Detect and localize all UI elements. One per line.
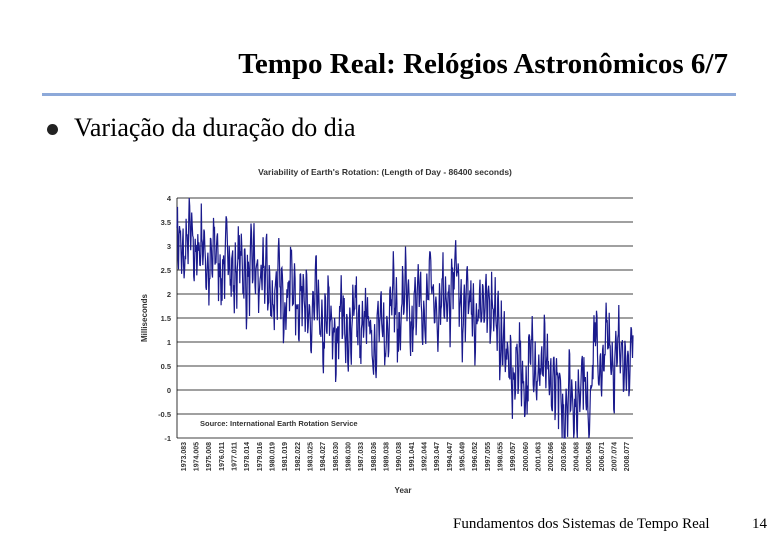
x-tick-label: 1988.036	[370, 442, 378, 472]
x-tick-label: 2002.066	[548, 442, 556, 472]
y-tick-label: 0.5	[160, 362, 171, 371]
y-tick-label: 0	[166, 386, 171, 395]
x-tick-label: 1992.044	[421, 442, 429, 472]
x-tick-label: 1974.005	[193, 442, 201, 472]
x-tick-label: 1983.025	[307, 442, 315, 472]
x-tick-label: 1978.014	[244, 442, 252, 472]
x-tick-label: 1981.019	[282, 442, 290, 472]
x-tick-label: 1976.011	[218, 442, 226, 471]
x-tick-label: 1998.055	[497, 442, 505, 472]
x-tick-label: 1982.022	[294, 442, 302, 472]
x-tick-label: 1977.011	[231, 442, 239, 471]
chart-gridlines	[177, 198, 633, 438]
y-tick-label: 1.5	[160, 314, 171, 323]
chart-x-ticks	[181, 442, 631, 471]
bullet-icon	[47, 124, 58, 135]
y-tick-label: 3	[166, 242, 171, 251]
y-tick-label: -0.5	[158, 410, 171, 419]
x-tick-label: 1975.008	[206, 442, 214, 472]
chart-y-ticks	[158, 194, 172, 443]
x-tick-label: 1980.019	[269, 442, 277, 472]
x-tick-label: 1990.038	[396, 442, 404, 472]
x-tick-label: 2001.063	[535, 442, 543, 472]
chart-source-annotation: Source: International Earth Rotation Service	[200, 419, 358, 428]
title-underline	[42, 93, 736, 96]
x-tick-label: 2007.074	[611, 442, 619, 472]
x-tick-label: 1979.016	[256, 442, 264, 472]
y-tick-label: 4	[166, 194, 171, 203]
x-tick-label: 1996.052	[472, 442, 480, 472]
y-tick-label: 2	[166, 290, 171, 299]
page-number: 14	[752, 516, 767, 532]
y-tick-label: 3.5	[160, 218, 171, 227]
x-tick-label: 1999.057	[510, 442, 518, 472]
x-tick-label: 1993.047	[434, 442, 442, 472]
y-tick-label: 2.5	[160, 266, 171, 275]
lod-chart	[130, 158, 640, 503]
x-tick-label: 1985.030	[332, 442, 340, 472]
x-tick-label: 2008.077	[624, 442, 632, 472]
x-tick-label: 1997.055	[484, 442, 492, 472]
chart-title: Variability of Earth's Rotation: (Length of Day - 86400 seconds)	[258, 167, 512, 177]
slide-title: Tempo Real: Relógios Astronômicos 6/7	[238, 48, 728, 80]
chart-x-axis-label: Year	[394, 486, 412, 495]
chart-y-axis-label: Milliseconds	[140, 293, 149, 343]
y-tick-label: 1	[166, 338, 171, 347]
x-tick-label: 1994.047	[446, 442, 454, 472]
x-tick-label: 2004.068	[573, 442, 581, 472]
x-tick-label: 1989.038	[383, 442, 391, 472]
x-tick-label: 2000.060	[522, 442, 530, 472]
x-tick-label: 1995.049	[459, 442, 467, 472]
x-tick-label: 1973.083	[180, 442, 188, 472]
x-tick-label: 2005.068	[586, 442, 594, 472]
footer-text: Fundamentos dos Sistemas de Tempo Real	[453, 516, 710, 532]
x-tick-label: 1986.030	[345, 442, 353, 472]
x-tick-label: 1987.033	[358, 442, 366, 472]
x-tick-label: 2003.066	[560, 442, 568, 472]
x-tick-label: 2006.071	[598, 442, 606, 472]
y-tick-label: -1	[164, 434, 171, 443]
x-tick-label: 1984.027	[320, 442, 328, 472]
bullet-text: Variação da duração do dia	[74, 113, 356, 142]
x-tick-label: 1991.041	[408, 442, 416, 472]
